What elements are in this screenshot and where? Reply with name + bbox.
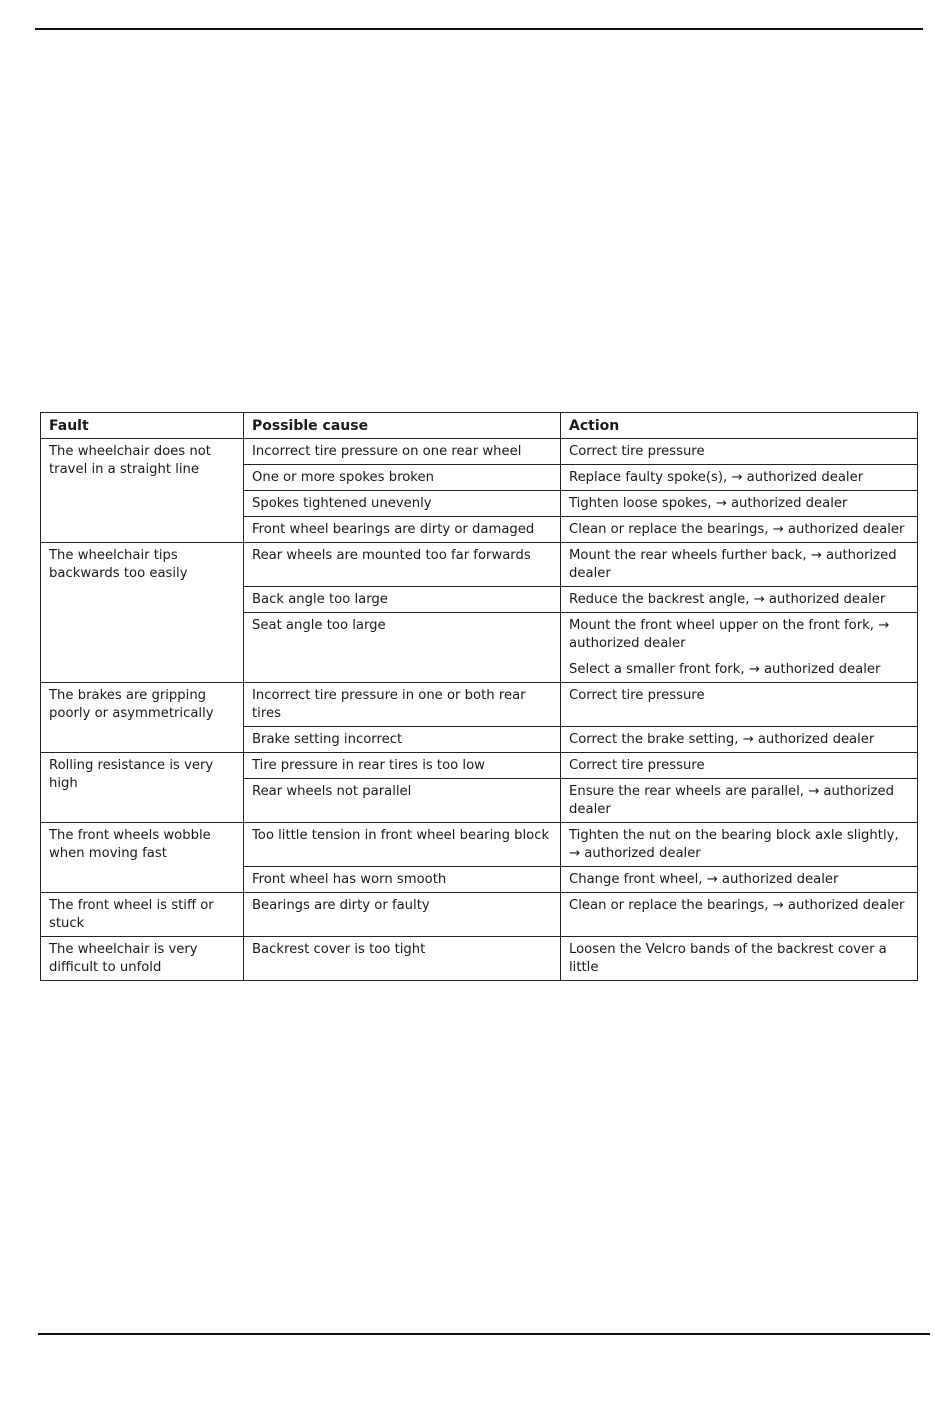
action-cell	[561, 753, 918, 779]
action-text: Reduce the backrest angle, → authorized dealer	[569, 592, 886, 607]
cause-cell: Back angle too large	[244, 587, 561, 613]
table-row	[41, 753, 918, 779]
action-cell	[561, 465, 918, 491]
cause-cell: Brake setting incorrect	[244, 727, 561, 753]
table-header-row	[41, 413, 918, 439]
action-cell	[561, 543, 918, 587]
action-text: Clean or replace the bearings, → authorized dealer	[569, 522, 905, 537]
cause-cell: Front wheel bearings are dirty or damaged	[244, 517, 561, 543]
action-cell	[561, 727, 918, 753]
cause-cell: Spokes tightened unevenly	[244, 491, 561, 517]
table-row	[41, 823, 918, 867]
cause-cell: Tire pressure in rear tires is too low	[244, 753, 561, 779]
cause-cell: Seat angle too large	[244, 613, 561, 683]
footer-rule	[38, 1333, 930, 1335]
cause-cell: One or more spokes broken	[244, 465, 561, 491]
header-rule	[35, 28, 923, 30]
action-cell	[561, 587, 918, 613]
fault-cell: The wheelchair does not travel in a straight line	[41, 439, 244, 543]
fault-cell: The wheelchair tips backwards too easily	[41, 543, 244, 683]
cause-cell: Rear wheels not parallel	[244, 779, 561, 823]
action-text: Correct tire pressure	[569, 688, 705, 703]
action-text: Tighten loose spokes, → authorized dealer	[569, 496, 848, 511]
action-text: Correct the brake setting, → authorized dealer	[569, 732, 875, 747]
action-text: Clean or replace the bearings, → authorized dealer	[569, 898, 905, 913]
action-text: Mount the front wheel upper on the front fork, → authorized dealer	[569, 618, 890, 651]
fault-cell: The brakes are gripping poorly or asymmetrically	[41, 683, 244, 753]
action-text: Ensure the rear wheels are parallel, → authorized dealer	[569, 784, 894, 817]
fault-cell: The wheelchair is very difficult to unfold	[41, 937, 244, 981]
cause-cell: Too little tension in front wheel bearing block	[244, 823, 561, 867]
fault-cell: The front wheel is stiff or stuck	[41, 893, 244, 937]
cause-cell: Backrest cover is too tight	[244, 937, 561, 981]
cause-cell: Incorrect tire pressure in one or both rear tires	[244, 683, 561, 727]
cause-cell: Bearings are dirty or faulty	[244, 893, 561, 937]
action-cell	[561, 439, 918, 465]
action-text: Change front wheel, → authorized dealer	[569, 872, 839, 887]
table-row	[41, 683, 918, 727]
action-cell	[561, 823, 918, 867]
action-text: Correct tire pressure	[569, 444, 705, 459]
action-cell	[561, 779, 918, 823]
action-text: Select a smaller front fork, → authorized dealer	[569, 662, 881, 677]
troubleshooting-table	[40, 412, 918, 981]
table-row	[41, 893, 918, 937]
action-cell	[561, 867, 918, 893]
header-possible-cause: Possible cause	[244, 413, 561, 439]
action-text: Correct tire pressure	[569, 758, 705, 773]
action-cell	[561, 893, 918, 937]
action-text: Tighten the nut on the bearing block axle slightly, → authorized dealer	[569, 828, 899, 861]
table-row	[41, 937, 918, 981]
action-text: Loosen the Velcro bands of the backrest cover a little	[569, 942, 887, 975]
table-row	[41, 439, 918, 465]
action-cell	[561, 613, 918, 683]
cause-cell: Rear wheels are mounted too far forwards	[244, 543, 561, 587]
action-text: Mount the rear wheels further back, → authorized dealer	[569, 548, 897, 581]
action-cell	[561, 937, 918, 981]
header-fault: Fault	[41, 413, 244, 439]
action-cell	[561, 491, 918, 517]
cause-cell: Front wheel has worn smooth	[244, 867, 561, 893]
fault-cell: The front wheels wobble when moving fast	[41, 823, 244, 893]
table-row	[41, 543, 918, 587]
cause-cell: Incorrect tire pressure on one rear wheel	[244, 439, 561, 465]
table-body	[41, 439, 918, 981]
action-cell	[561, 517, 918, 543]
action-text: Replace faulty spoke(s), → authorized dealer	[569, 470, 864, 485]
header-action: Action	[561, 413, 918, 439]
fault-cell: Rolling resistance is very high	[41, 753, 244, 823]
action-cell	[561, 683, 918, 727]
